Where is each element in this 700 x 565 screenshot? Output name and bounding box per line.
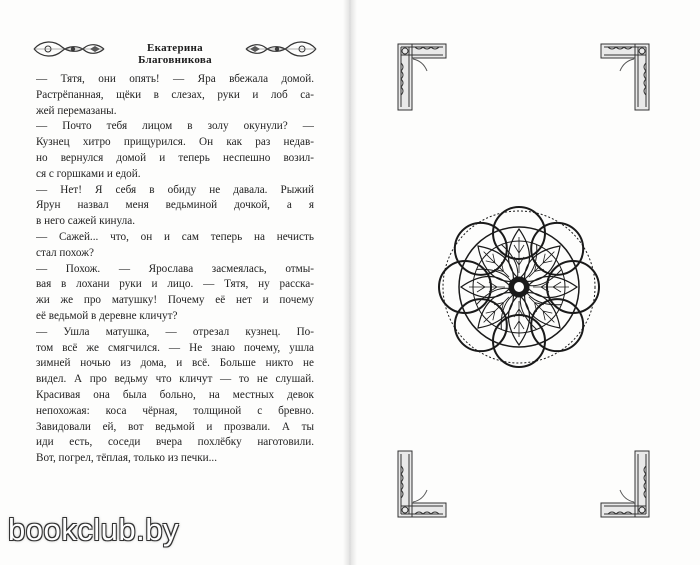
text-line: том всё же смягчился. — Не знаю почему, ушла bbox=[36, 341, 314, 354]
header-ornament-left-icon bbox=[32, 38, 106, 60]
text-line: зимней ночью из дома, и всё. Больше никто не bbox=[36, 357, 314, 370]
text-line: Растрёпанная, щёки в слезах, руки и лоб са- bbox=[36, 88, 314, 101]
corner-ornament-top-left-icon bbox=[397, 43, 447, 111]
text-line: Кузнец хитро прищурился. Он как раз недав- bbox=[36, 136, 314, 149]
text-line: — Ушла матушка, — отрезал кузнец. По- bbox=[36, 325, 314, 338]
running-header bbox=[32, 38, 318, 66]
watermark: bookclub.by bbox=[8, 512, 179, 547]
text-line: — Сажей... что, он и сам теперь на нечисть bbox=[36, 230, 314, 243]
text-line: стал похож? bbox=[36, 246, 94, 259]
author-name: Екатерина Благовникова bbox=[138, 42, 212, 66]
text-line: Вот, погрел, тёплая, только из печки... bbox=[36, 452, 218, 465]
text-line: непохожая: коса чёрная, толщиной с бревно. bbox=[36, 404, 314, 417]
text-line: Красивая она была больно, на местных девок bbox=[36, 388, 314, 401]
text-line: в него сажей кинула. bbox=[36, 215, 135, 228]
text-line: её ведьмой в деревне кличут? bbox=[36, 309, 178, 322]
text-line: — Похож. — Ярослава засмеялась, отмы- bbox=[36, 262, 314, 275]
text-line: жей перемазаны. bbox=[36, 104, 117, 117]
text-line: Ярун назвал меня ведьминой дочкой, а я bbox=[36, 199, 314, 212]
text-line: видел. А про ведьму что кличут — то не слушай. bbox=[36, 373, 314, 386]
text-line: Завидовали ей, вот ведьмой и прозвали. А ты bbox=[36, 420, 314, 433]
book-gutter bbox=[343, 0, 357, 565]
corner-ornament-top-right-icon bbox=[600, 43, 650, 111]
text-line: — Нет! Я себя в обиду не давала. Рыжий bbox=[36, 183, 314, 196]
text-line: ся с горшками и едой. bbox=[36, 167, 141, 180]
text-line: — Почто тебя лицом в золу окунули? — bbox=[36, 120, 314, 133]
header-ornament-right-icon bbox=[244, 38, 318, 60]
text-line: вая в лохани руки и лицо. — Тятя, ну расска- bbox=[36, 278, 314, 291]
body-text bbox=[36, 72, 314, 467]
mandala-ornament-icon bbox=[437, 205, 601, 369]
text-line: жи же про матушку! Почему её нет и почему bbox=[36, 294, 314, 307]
corner-ornament-bottom-right-icon bbox=[600, 450, 650, 518]
corner-ornament-bottom-left-icon bbox=[397, 450, 447, 518]
text-line: иди есть, соседи вчера похлёбку наготовили. bbox=[36, 436, 314, 449]
text-line: — Тятя, они опять! — Яра вбежала домой. bbox=[36, 73, 314, 85]
text-line: но вернулся домой и теперь неспешно возил- bbox=[36, 151, 314, 164]
